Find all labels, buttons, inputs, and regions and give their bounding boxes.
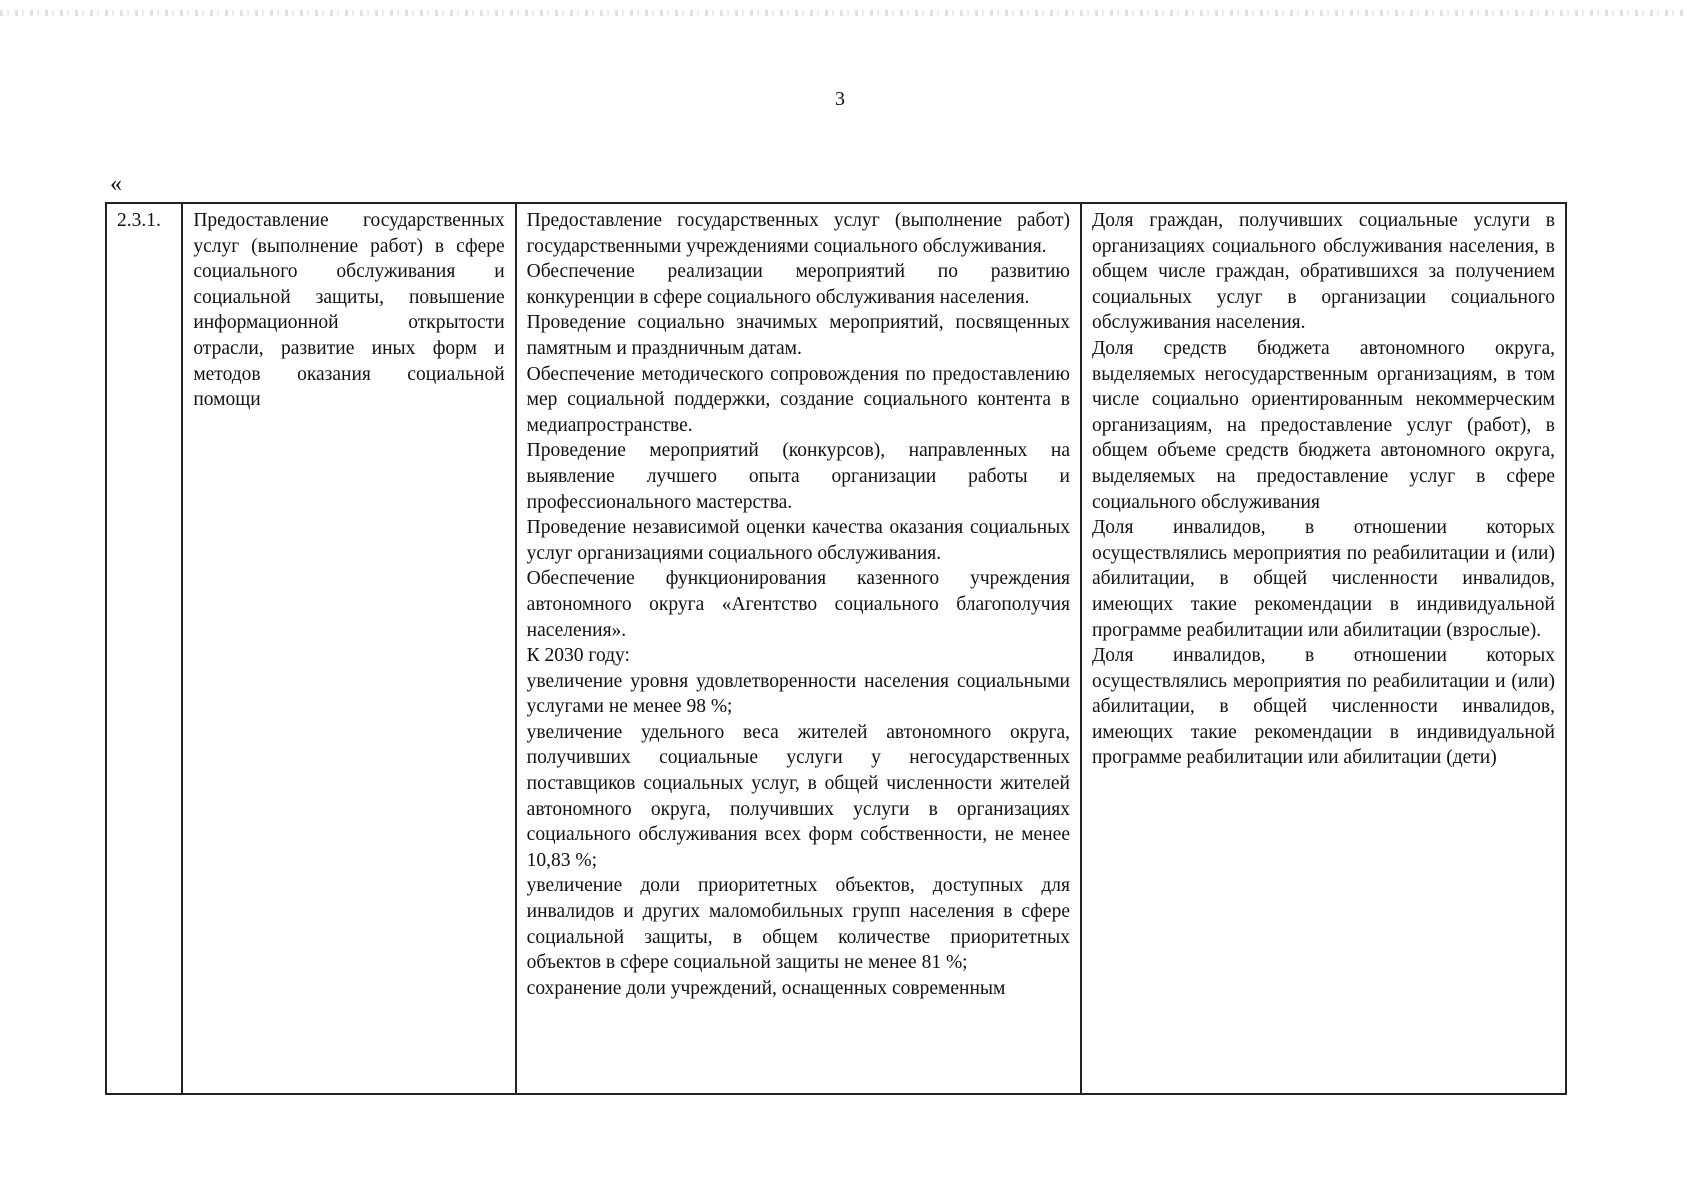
task-item: Обеспечение методического сопровождения по предоставлению мер социальной поддержки, создание социального контента в медиапространстве. (526, 363, 1070, 436)
task-item: Проведение независимой оценки качества оказания социальных услуг организациями социального обслуживания. (526, 517, 1070, 564)
task-target-item: увеличение доли приоритетных объектов, доступных для инвалидов и других маломобильных групп населения в сфере социальной защиты, в общем количестве приоритетных объектов в сфере социальной защиты не менее 81 %; (526, 875, 1070, 974)
page-number: 3 (835, 88, 845, 110)
task-target-heading: К 2030 году: (526, 645, 630, 667)
program-table (105, 202, 1567, 1095)
row-number-cell (106, 203, 182, 1094)
task-item: Предоставление государственных услуг (выполнение работ) государственными учреждениями социального обслуживания. (526, 210, 1070, 257)
task-item: Обеспечение реализации мероприятий по развитию конкуренции в сфере социального обслуживания населения. (526, 261, 1070, 308)
indicator-item: Доля граждан, получивших социальные услуги в организациях социального обслуживания населения, в общем числе граждан, обратившихся за получением социальных услуг в организации социального обслуживания населения. (1091, 210, 1555, 334)
task-item: Проведение мероприятий (конкурсов), направленных на выявление лучшего опыта организации работы и профессионального мастерства. (526, 440, 1070, 513)
task-target-item: сохранение доли учреждений, оснащенных современным (526, 977, 1006, 999)
tasks-cell (516, 203, 1081, 1094)
indicator-item: Доля средств бюджета автономного округа, выделяемых негосударственным организациям, в том числе социально ориентированным некоммерческим организациям, на предоставление услуг (работ), в общем объеме средств бюджета автономного округа, выделяемых на предоставление услуг в сфере социального обслуживания (1091, 337, 1555, 513)
task-target-item: увеличение удельного веса жителей автономного округа, получивших социальные услуги у негосударственных поставщиков социальных услуг, в общей численности жителей автономного округа, получивших услуги в организациях социального обслуживания всех форм собственности, не менее 10,83 %; (526, 721, 1070, 871)
scan-edge-artifact (0, 10, 1686, 16)
task-item: Проведение социально значимых мероприятий, посвященных памятным и праздничным датам. (526, 312, 1070, 359)
table-row (106, 203, 1566, 1094)
row-name: Предоставление государственных услуг (выполнение работ) в сфере социального обслуживания и социальной защиты, повышение информационной открытости отрасли, развитие иных форм и методов оказания социальной помощи (193, 210, 505, 411)
task-item: Обеспечение функционирования казенного учреждения автономного округа «Агентство социального благополучия населения». (526, 568, 1070, 641)
row-number: 2.3.1. (117, 210, 161, 231)
task-target-item: увеличение уровня удовлетворенности населения социальными услугами не менее 98 %; (526, 670, 1070, 718)
indicator-item: Доля инвалидов, в отношении которых осуществлялись мероприятия по реабилитации и (или) абилитации, в общей численности инвалидов, имеющих такие рекомендации в индивидуальной программе реабилитации или абилитации (взрослые). (1091, 517, 1555, 641)
indicators-cell (1081, 203, 1566, 1094)
indicator-item: Доля инвалидов, в отношении которых осуществлялись мероприятия по реабилитации и (или) абилитации, в общей численности инвалидов, имеющих такие рекомендации в индивидуальной программе реабилитации или абилитации (дети) (1091, 645, 1555, 769)
opening-quote-mark: « (110, 171, 122, 197)
row-name-cell (182, 203, 515, 1094)
